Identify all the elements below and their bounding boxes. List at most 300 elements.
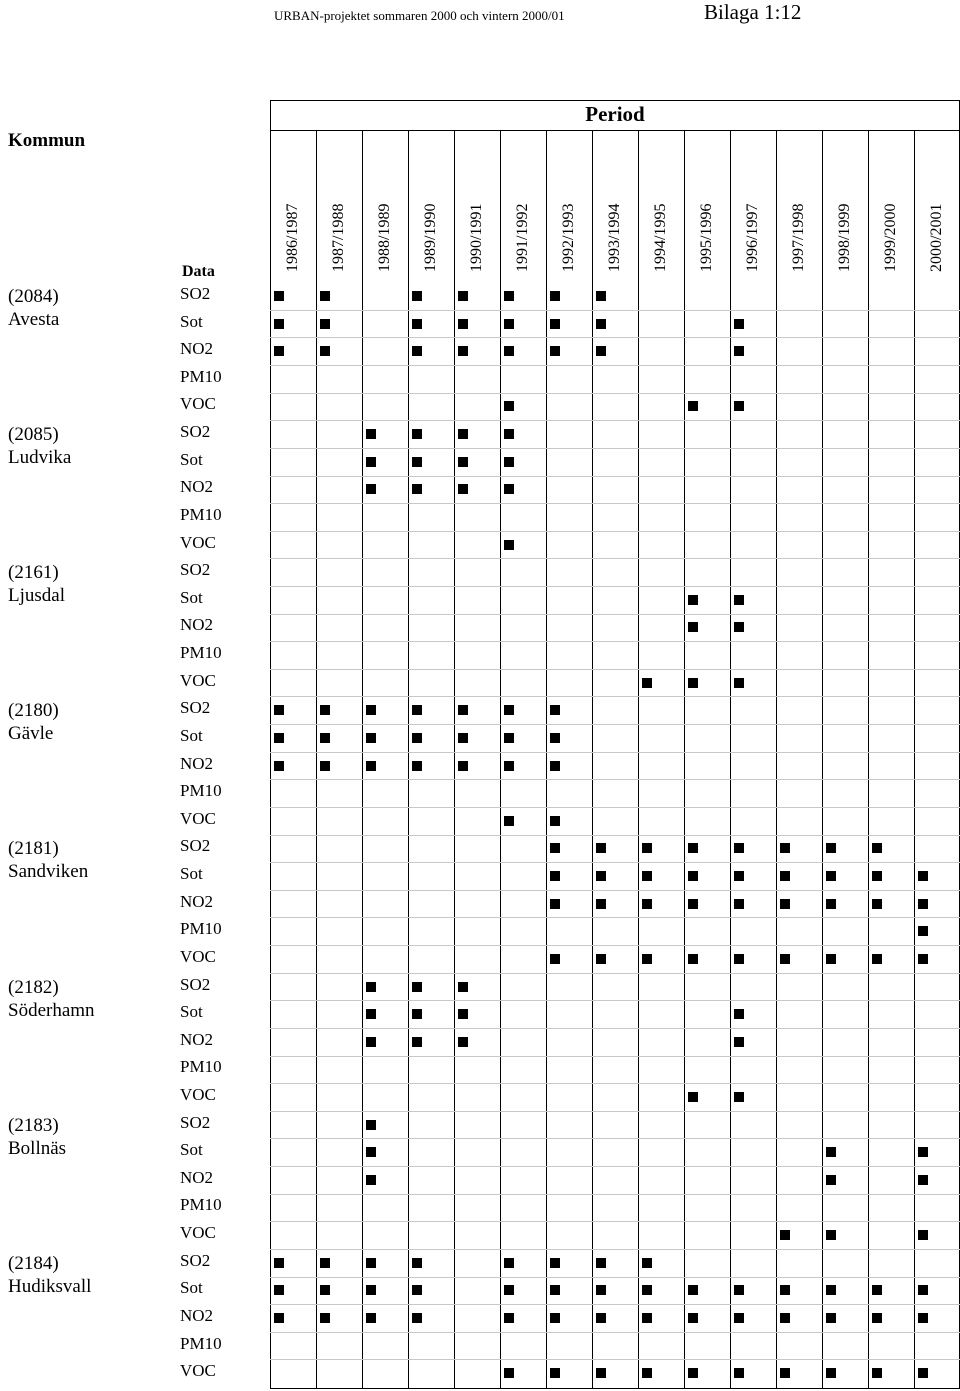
data-available-mark (458, 429, 468, 439)
data-available-mark (688, 1368, 698, 1378)
data-available-mark (504, 401, 514, 411)
data-available-mark (458, 982, 468, 992)
row-divider (270, 1166, 960, 1167)
data-type-label: NO2 (180, 1167, 214, 1187)
data-type-label: Sot (180, 587, 203, 607)
year-header: 1989/1990 (422, 203, 439, 272)
row-divider (270, 614, 960, 615)
data-available-mark (688, 1313, 698, 1323)
data-available-mark (918, 1175, 928, 1185)
data-available-mark (642, 1285, 652, 1295)
data-type-label: VOC (180, 670, 216, 690)
appendix-label: Bilaga 1:12 (704, 0, 802, 24)
data-available-mark (918, 1230, 928, 1240)
data-type-label: NO2 (180, 477, 214, 497)
report-header: URBAN-projektet sommaren 2000 och vintern 2000/01 (274, 8, 565, 23)
column-divider (546, 131, 547, 1389)
data-available-mark (320, 733, 330, 743)
data-available-mark (412, 319, 422, 329)
data-available-mark (826, 1285, 836, 1295)
data-type-label: PM10 (180, 643, 222, 663)
data-available-mark (458, 291, 468, 301)
row-divider (270, 1111, 960, 1112)
column-divider (316, 131, 317, 1389)
data-available-mark (504, 319, 514, 329)
data-available-mark (918, 899, 928, 909)
data-available-mark (504, 346, 514, 356)
data-type-label: Sot (180, 311, 203, 331)
data-type-label: PM10 (180, 919, 222, 939)
data-available-mark (734, 899, 744, 909)
data-available-mark (596, 871, 606, 881)
data-available-mark (366, 1120, 376, 1130)
year-header: 1996/1997 (744, 203, 761, 272)
kommun-code: (2183) (8, 1114, 59, 1136)
row-divider (270, 669, 960, 670)
data-type-label: PM10 (180, 1057, 222, 1077)
data-available-mark (550, 319, 560, 329)
data-available-mark (366, 761, 376, 771)
row-divider (270, 779, 960, 780)
data-type-label: Sot (180, 1278, 203, 1298)
data-available-mark (366, 1147, 376, 1157)
data-available-mark (458, 1009, 468, 1019)
row-divider (270, 917, 960, 918)
data-type-label: NO2 (180, 615, 214, 635)
data-available-mark (734, 871, 744, 881)
data-available-mark (504, 429, 514, 439)
data-type-label: Sot (180, 1140, 203, 1160)
data-type-label: SO2 (180, 836, 211, 856)
data-available-mark (872, 954, 882, 964)
data-available-mark (780, 1313, 790, 1323)
kommun-name: Bollnäs (8, 1137, 67, 1159)
data-available-mark (734, 1368, 744, 1378)
row-divider (270, 1277, 960, 1278)
row-divider (270, 1138, 960, 1139)
row-divider (270, 807, 960, 808)
year-header: 1991/1992 (514, 203, 531, 272)
kommun-label (8, 1114, 66, 1160)
data-type-label: VOC (180, 394, 216, 414)
data-available-mark (504, 540, 514, 550)
data-available-mark (458, 1037, 468, 1047)
row-divider (270, 337, 960, 338)
row-divider (270, 1304, 960, 1305)
data-available-mark (734, 1285, 744, 1295)
row-divider (270, 420, 960, 421)
data-available-mark (366, 1313, 376, 1323)
data-available-mark (918, 926, 928, 936)
data-type-label: Sot (180, 725, 203, 745)
data-available-mark (550, 1313, 560, 1323)
data-available-mark (412, 705, 422, 715)
data-available-mark (274, 733, 284, 743)
data-available-mark (918, 1368, 928, 1378)
row-divider (270, 503, 960, 504)
data-available-mark (734, 1313, 744, 1323)
data-type-label: VOC (180, 532, 216, 552)
data-available-mark (320, 761, 330, 771)
data-type-label: Sot (180, 449, 203, 469)
data-available-mark (458, 319, 468, 329)
kommun-code: (2184) (8, 1252, 59, 1274)
kommun-code: (2180) (8, 700, 59, 722)
data-available-mark (550, 1285, 560, 1295)
data-type-label: PM10 (180, 366, 222, 386)
kommun-name: Avesta (8, 309, 60, 330)
data-available-mark (412, 429, 422, 439)
data-available-mark (826, 843, 836, 853)
data-type-label: PM10 (180, 1195, 222, 1215)
data-available-mark (320, 1313, 330, 1323)
data-available-mark (596, 346, 606, 356)
data-available-mark (826, 1147, 836, 1157)
data-available-mark (826, 1313, 836, 1323)
data-available-mark (688, 871, 698, 881)
row-divider (270, 393, 960, 394)
kommun-code: (2084) (8, 286, 59, 307)
data-available-mark (504, 733, 514, 743)
data-available-mark (412, 1313, 422, 1323)
data-type-label: PM10 (180, 781, 222, 801)
data-available-mark (780, 954, 790, 964)
data-available-mark (412, 457, 422, 467)
data-available-mark (872, 1285, 882, 1295)
data-available-mark (458, 484, 468, 494)
data-type-label: VOC (180, 1223, 216, 1243)
data-available-mark (780, 1230, 790, 1240)
period-table (270, 100, 960, 1389)
data-available-mark (918, 1147, 928, 1157)
data-available-mark (826, 1368, 836, 1378)
data-type-label: SO2 (180, 698, 211, 718)
data-available-mark (642, 871, 652, 881)
column-divider (592, 131, 593, 1389)
kommun-label (8, 1252, 91, 1298)
year-header: 1998/1999 (836, 203, 853, 272)
data-available-mark (504, 1368, 514, 1378)
period-header: Period (585, 102, 645, 126)
kommun-column-header: Kommun (8, 130, 86, 151)
data-available-mark (366, 1175, 376, 1185)
kommun-code: (2161) (8, 562, 59, 584)
data-available-mark (596, 1313, 606, 1323)
data-available-mark (734, 954, 744, 964)
data-available-mark (412, 1285, 422, 1295)
data-available-mark (918, 871, 928, 881)
data-available-mark (780, 871, 790, 881)
data-available-mark (320, 319, 330, 329)
year-header: 1988/1989 (376, 203, 393, 272)
column-divider (362, 131, 363, 1389)
data-available-mark (320, 346, 330, 356)
data-available-mark (550, 291, 560, 301)
data-available-mark (734, 843, 744, 853)
year-header: 1993/1994 (606, 203, 623, 272)
data-available-mark (274, 319, 284, 329)
row-divider (270, 476, 960, 477)
data-available-mark (504, 1313, 514, 1323)
data-type-label: SO2 (180, 1112, 211, 1132)
data-available-mark (320, 1258, 330, 1268)
data-available-mark (688, 899, 698, 909)
data-available-mark (366, 1258, 376, 1268)
data-type-label: SO2 (180, 560, 211, 580)
row-divider (270, 1249, 960, 1250)
data-available-mark (274, 1285, 284, 1295)
data-available-mark (642, 678, 652, 688)
data-available-mark (688, 843, 698, 853)
row-divider (270, 531, 960, 532)
kommun-label (8, 561, 65, 607)
row-divider (270, 945, 960, 946)
data-available-mark (918, 1285, 928, 1295)
data-available-mark (504, 761, 514, 771)
data-available-mark (274, 291, 284, 301)
data-available-mark (412, 484, 422, 494)
kommun-name: Ludvika (8, 447, 72, 469)
data-available-mark (412, 761, 422, 771)
column-divider (684, 131, 685, 1389)
year-header: 1992/1993 (560, 203, 577, 272)
data-available-mark (504, 705, 514, 715)
data-available-mark (274, 1313, 284, 1323)
data-type-label: SO2 (180, 284, 211, 303)
data-type-label: SO2 (180, 974, 211, 994)
data-available-mark (412, 733, 422, 743)
data-type-label: NO2 (180, 753, 214, 773)
data-available-mark (596, 843, 606, 853)
data-available-mark (458, 346, 468, 356)
year-header: 1997/1998 (790, 203, 807, 272)
year-header: 1987/1988 (330, 203, 347, 272)
kommun-label (8, 976, 95, 1022)
row-divider (270, 696, 960, 697)
row-divider (270, 586, 960, 587)
data-available-mark (504, 457, 514, 467)
data-available-mark (366, 1009, 376, 1019)
row-divider (270, 890, 960, 891)
column-divider (776, 131, 777, 1389)
year-header: 1995/1996 (698, 203, 715, 272)
year-header: 1994/1995 (652, 203, 669, 272)
row-divider (270, 1194, 960, 1195)
data-available-mark (596, 954, 606, 964)
data-available-mark (550, 816, 560, 826)
data-available-mark (826, 954, 836, 964)
data-available-mark (688, 595, 698, 605)
data-available-mark (826, 1230, 836, 1240)
data-available-mark (550, 843, 560, 853)
row-divider (270, 752, 960, 753)
data-available-mark (872, 1368, 882, 1378)
data-type-label: NO2 (180, 891, 214, 911)
data-available-mark (734, 595, 744, 605)
column-divider (408, 131, 409, 1389)
kommun-code: (2085) (8, 424, 59, 446)
data-available-mark (642, 899, 652, 909)
data-available-mark (366, 1037, 376, 1047)
kommun-label (8, 837, 88, 883)
data-available-mark (504, 484, 514, 494)
data-available-mark (918, 1313, 928, 1323)
year-header: 1999/2000 (882, 203, 899, 272)
year-header: 2000/2001 (928, 203, 945, 272)
data-available-mark (412, 346, 422, 356)
row-divider (270, 641, 960, 642)
data-available-mark (688, 1285, 698, 1295)
data-available-mark (780, 1368, 790, 1378)
data-type-label: PM10 (180, 504, 222, 524)
data-available-mark (550, 1368, 560, 1378)
row-divider (270, 558, 960, 559)
data-type-label: NO2 (180, 1029, 214, 1049)
data-available-mark (734, 1037, 744, 1047)
data-available-mark (366, 457, 376, 467)
data-type-label: VOC (180, 946, 216, 966)
row-divider (270, 835, 960, 836)
data-available-mark (504, 816, 514, 826)
data-available-mark (550, 733, 560, 743)
data-available-mark (734, 678, 744, 688)
data-available-mark (412, 982, 422, 992)
data-available-mark (366, 705, 376, 715)
data-available-mark (366, 733, 376, 743)
data-available-mark (780, 843, 790, 853)
data-available-mark (780, 1285, 790, 1295)
data-available-mark (596, 291, 606, 301)
row-divider (270, 1028, 960, 1029)
data-available-mark (780, 899, 790, 909)
data-available-mark (550, 871, 560, 881)
data-available-mark (596, 1285, 606, 1295)
row-divider (270, 1359, 960, 1360)
data-available-mark (596, 319, 606, 329)
data-available-mark (826, 1175, 836, 1185)
row-divider (270, 310, 960, 311)
data-available-mark (734, 319, 744, 329)
column-divider (500, 131, 501, 1389)
row-divider (270, 973, 960, 974)
data-available-mark (320, 705, 330, 715)
data-available-mark (274, 705, 284, 715)
data-available-mark (596, 899, 606, 909)
kommun-code: (2182) (8, 976, 59, 998)
row-divider (270, 1056, 960, 1057)
kommun-label (8, 285, 59, 331)
data-type-label: Sot (180, 1002, 203, 1022)
data-type-label: PM10 (180, 1333, 222, 1353)
kommun-label (8, 423, 71, 469)
data-available-mark (642, 954, 652, 964)
data-type-label: SO2 (180, 1250, 211, 1270)
kommun-name: Ljusdal (8, 585, 65, 607)
data-type-label: SO2 (180, 422, 211, 442)
data-available-mark (550, 346, 560, 356)
data-available-mark (642, 843, 652, 853)
data-available-mark (688, 401, 698, 411)
data-available-mark (596, 1258, 606, 1268)
data-available-mark (366, 429, 376, 439)
data-available-mark (872, 871, 882, 881)
kommun-name: Gävle (8, 723, 54, 745)
row-divider (270, 862, 960, 863)
data-available-mark (872, 1313, 882, 1323)
column-divider (730, 131, 731, 1389)
year-header: 1986/1987 (284, 203, 301, 272)
data-available-mark (550, 705, 560, 715)
column-divider (868, 131, 869, 1389)
data-available-mark (688, 1092, 698, 1102)
row-divider (270, 1000, 960, 1001)
data-type-label: VOC (180, 1084, 216, 1104)
data-available-mark (504, 1285, 514, 1295)
data-available-mark (274, 346, 284, 356)
kommun-name: Söderhamn (8, 999, 95, 1021)
data-available-mark (412, 1258, 422, 1268)
row-divider (270, 1083, 960, 1084)
data-available-mark (734, 1092, 744, 1102)
row-divider (270, 1221, 960, 1222)
column-divider (454, 131, 455, 1389)
column-divider (638, 131, 639, 1389)
data-available-mark (320, 1285, 330, 1295)
data-available-mark (458, 733, 468, 743)
data-available-mark (826, 871, 836, 881)
data-available-mark (872, 899, 882, 909)
data-available-mark (412, 291, 422, 301)
data-available-mark (550, 899, 560, 909)
row-divider (270, 724, 960, 725)
data-available-mark (688, 678, 698, 688)
data-available-mark (688, 622, 698, 632)
data-type-label: Sot (180, 864, 203, 884)
data-available-mark (734, 346, 744, 356)
data-available-mark (734, 401, 744, 411)
data-available-mark (734, 622, 744, 632)
year-header: 1990/1991 (468, 203, 485, 272)
period-divider (270, 130, 960, 131)
data-available-mark (642, 1313, 652, 1323)
data-available-mark (642, 1368, 652, 1378)
data-type-label: VOC (180, 1361, 216, 1381)
data-available-mark (918, 954, 928, 964)
data-column-header: Data (182, 263, 215, 280)
data-available-mark (458, 761, 468, 771)
data-available-mark (274, 1258, 284, 1268)
data-available-mark (872, 843, 882, 853)
data-available-mark (550, 761, 560, 771)
kommun-code: (2181) (8, 838, 59, 860)
data-available-mark (366, 1285, 376, 1295)
row-divider (270, 365, 960, 366)
data-available-mark (596, 1368, 606, 1378)
data-available-mark (734, 1009, 744, 1019)
kommun-label (8, 699, 59, 745)
data-type-label: NO2 (180, 339, 214, 359)
data-available-mark (412, 1009, 422, 1019)
data-available-mark (320, 291, 330, 301)
kommun-name: Sandviken (8, 861, 89, 883)
data-available-mark (550, 1258, 560, 1268)
data-available-mark (642, 1258, 652, 1268)
column-divider (822, 131, 823, 1389)
data-available-mark (504, 291, 514, 301)
data-available-mark (688, 954, 698, 964)
data-available-mark (458, 457, 468, 467)
row-divider (270, 448, 960, 449)
